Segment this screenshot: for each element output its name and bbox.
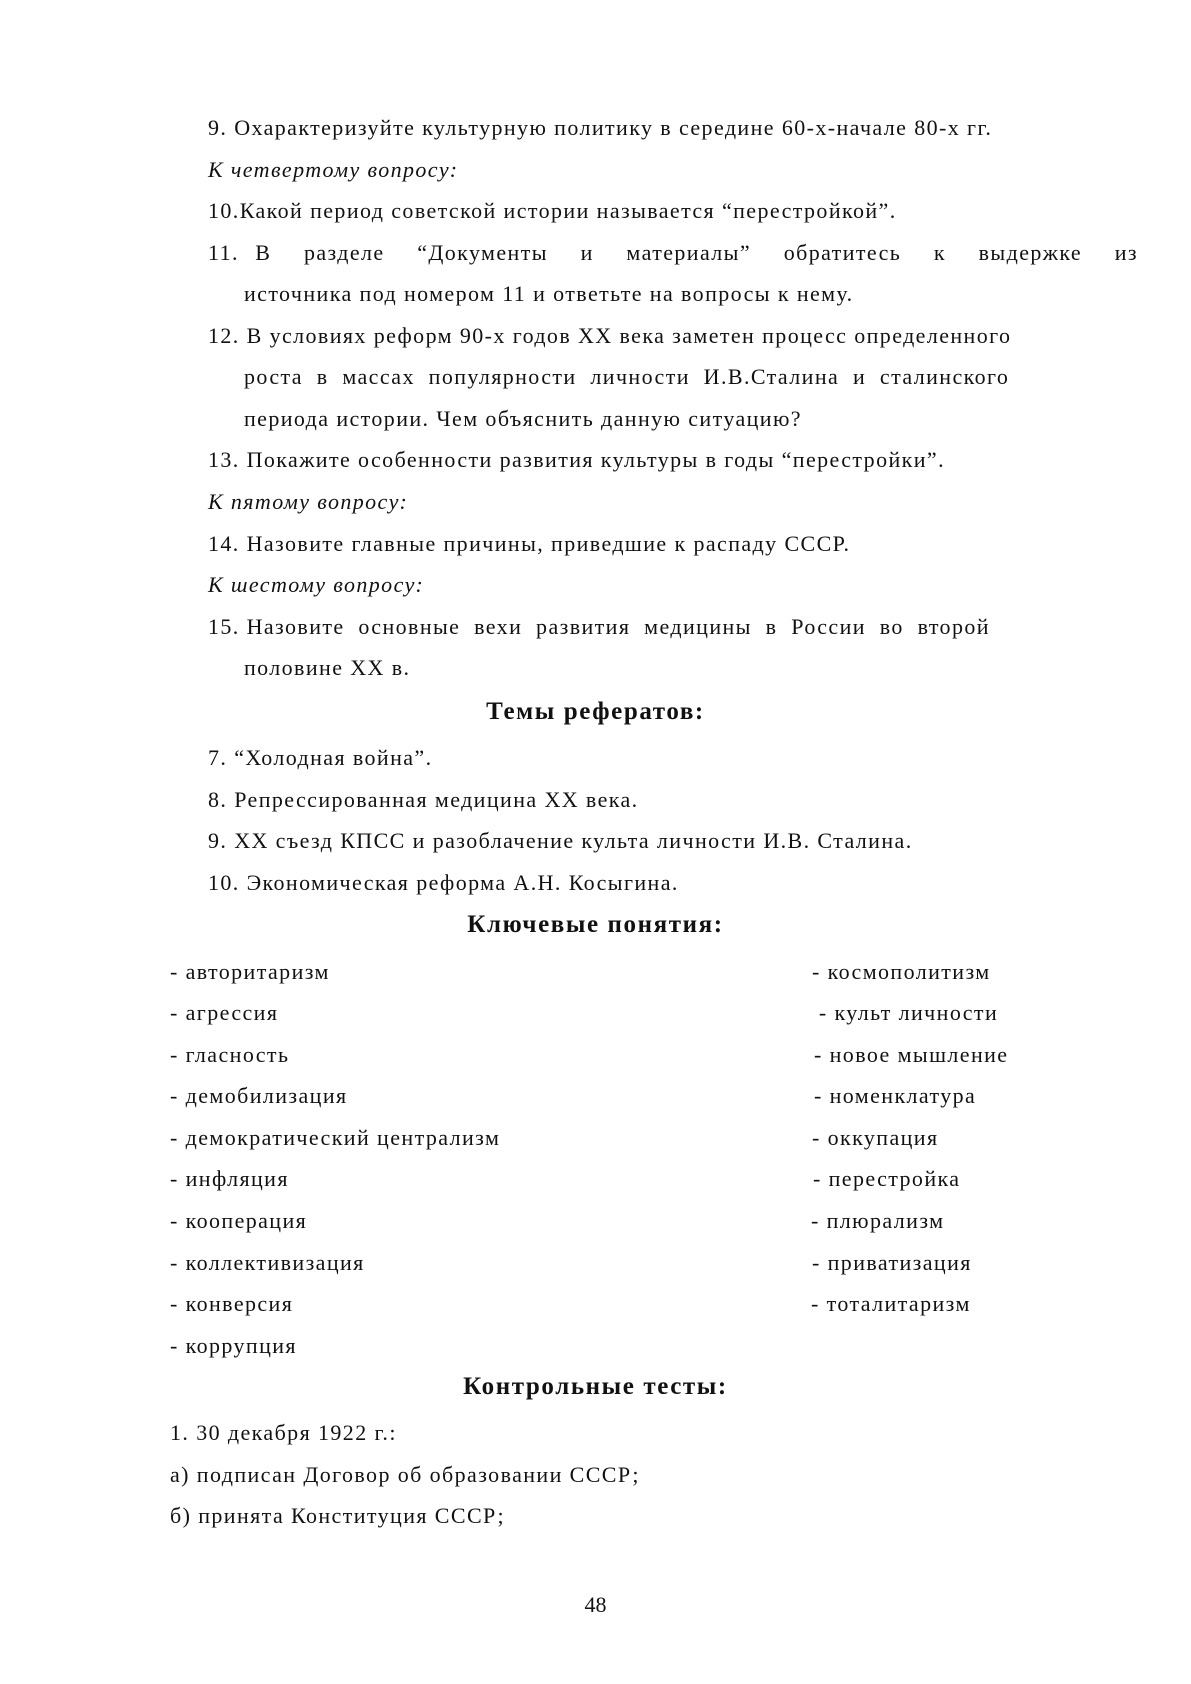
question-11-text-1: 11. В разделе “Документы и материалы” обратитесь к выдержке из [208,240,1138,265]
tests-heading: Контрольные тесты: [463,1373,728,1400]
topic-item-10: 10. Экономическая реформа А.Н. Косыгина. [208,870,679,895]
question-11-line-1 [208,240,1138,266]
concept-left-3: - гласность [170,1042,290,1067]
question-9: 9. Охарактеризуйте культурную политику в середине 60-х-начале 80-х гг. [208,115,993,140]
topic-item-9: 9. XX съезд КПСС и разоблачение культа личности И.В. Сталина. [208,828,913,853]
question-12-line-2: роста в массах популярности личности И.В.Сталина и сталинского [244,364,1010,389]
question-10: 10.Какой период советской истории называется “перестройкой”. [208,198,897,223]
concept-right-1: - космополитизм [812,959,991,984]
concept-left-1: - авторитаризм [170,959,330,984]
concept-left-9: - конверсия [170,1291,294,1316]
section-label-fifth: К пятому вопросу: [208,489,409,514]
topic-item-7: 7. “Холодная война”. [208,745,433,770]
question-15-line-1: 15. Назовите основные вехи развития медицины в России во второй [208,614,990,639]
concept-left-4: - демобилизация [170,1083,348,1108]
concept-right-9: - тоталитаризм [811,1291,971,1316]
question-12-line-3: периода истории. Чем объяснить данную ситуацию? [244,406,802,431]
concept-left-2: - агрессия [170,1000,279,1025]
question-11-line-2: источника под номером 11 и ответьте на вопросы к нему. [244,281,854,306]
test-answer-b: б) принята Конституция СССР; [170,1503,505,1528]
concept-left-5: - демократический централизм [170,1125,501,1150]
section-label-sixth: К шестому вопросу: [208,572,425,597]
concepts-heading: Ключевые понятия: [467,911,724,938]
topic-item-8: 8. Репрессированная медицина XX века. [208,787,639,812]
concept-right-2: - культ личности [812,1000,999,1025]
concept-right-3: - новое мышление [814,1042,1009,1067]
question-15-line-2: половине XX в. [244,655,411,680]
concept-right-6: - перестройка [813,1166,961,1191]
section-label-fourth: К четвертому вопросу: [208,157,459,182]
test-question-1: 1. 30 декабря 1922 г.: [170,1420,397,1445]
concept-right-7: - плюрализм [811,1208,945,1233]
concept-left-10: - коррупция [170,1333,297,1358]
topics-heading: Темы рефератов: [486,698,705,725]
page-number: 48 [584,1592,607,1617]
concept-right-8: - приватизация [812,1250,972,1275]
question-13: 13. Покажите особенности развития культуры в годы “перестройки”. [208,447,945,472]
concept-left-8: - коллективизация [170,1250,365,1275]
question-12-line-1: 12. В условиях реформ 90-х годов XX века заметен процесс определенного [208,323,1012,348]
concept-right-4: - номенклатура [814,1083,977,1108]
test-answer-a: а) подписан Договор об образовании СССР; [170,1462,640,1487]
concept-right-5: - оккупация [812,1125,939,1150]
question-14: 14. Назовите главные причины, приведшие к распаду СССР. [208,531,851,556]
concept-left-6: - инфляция [170,1166,289,1191]
concept-left-7: - кооперация [170,1208,308,1233]
